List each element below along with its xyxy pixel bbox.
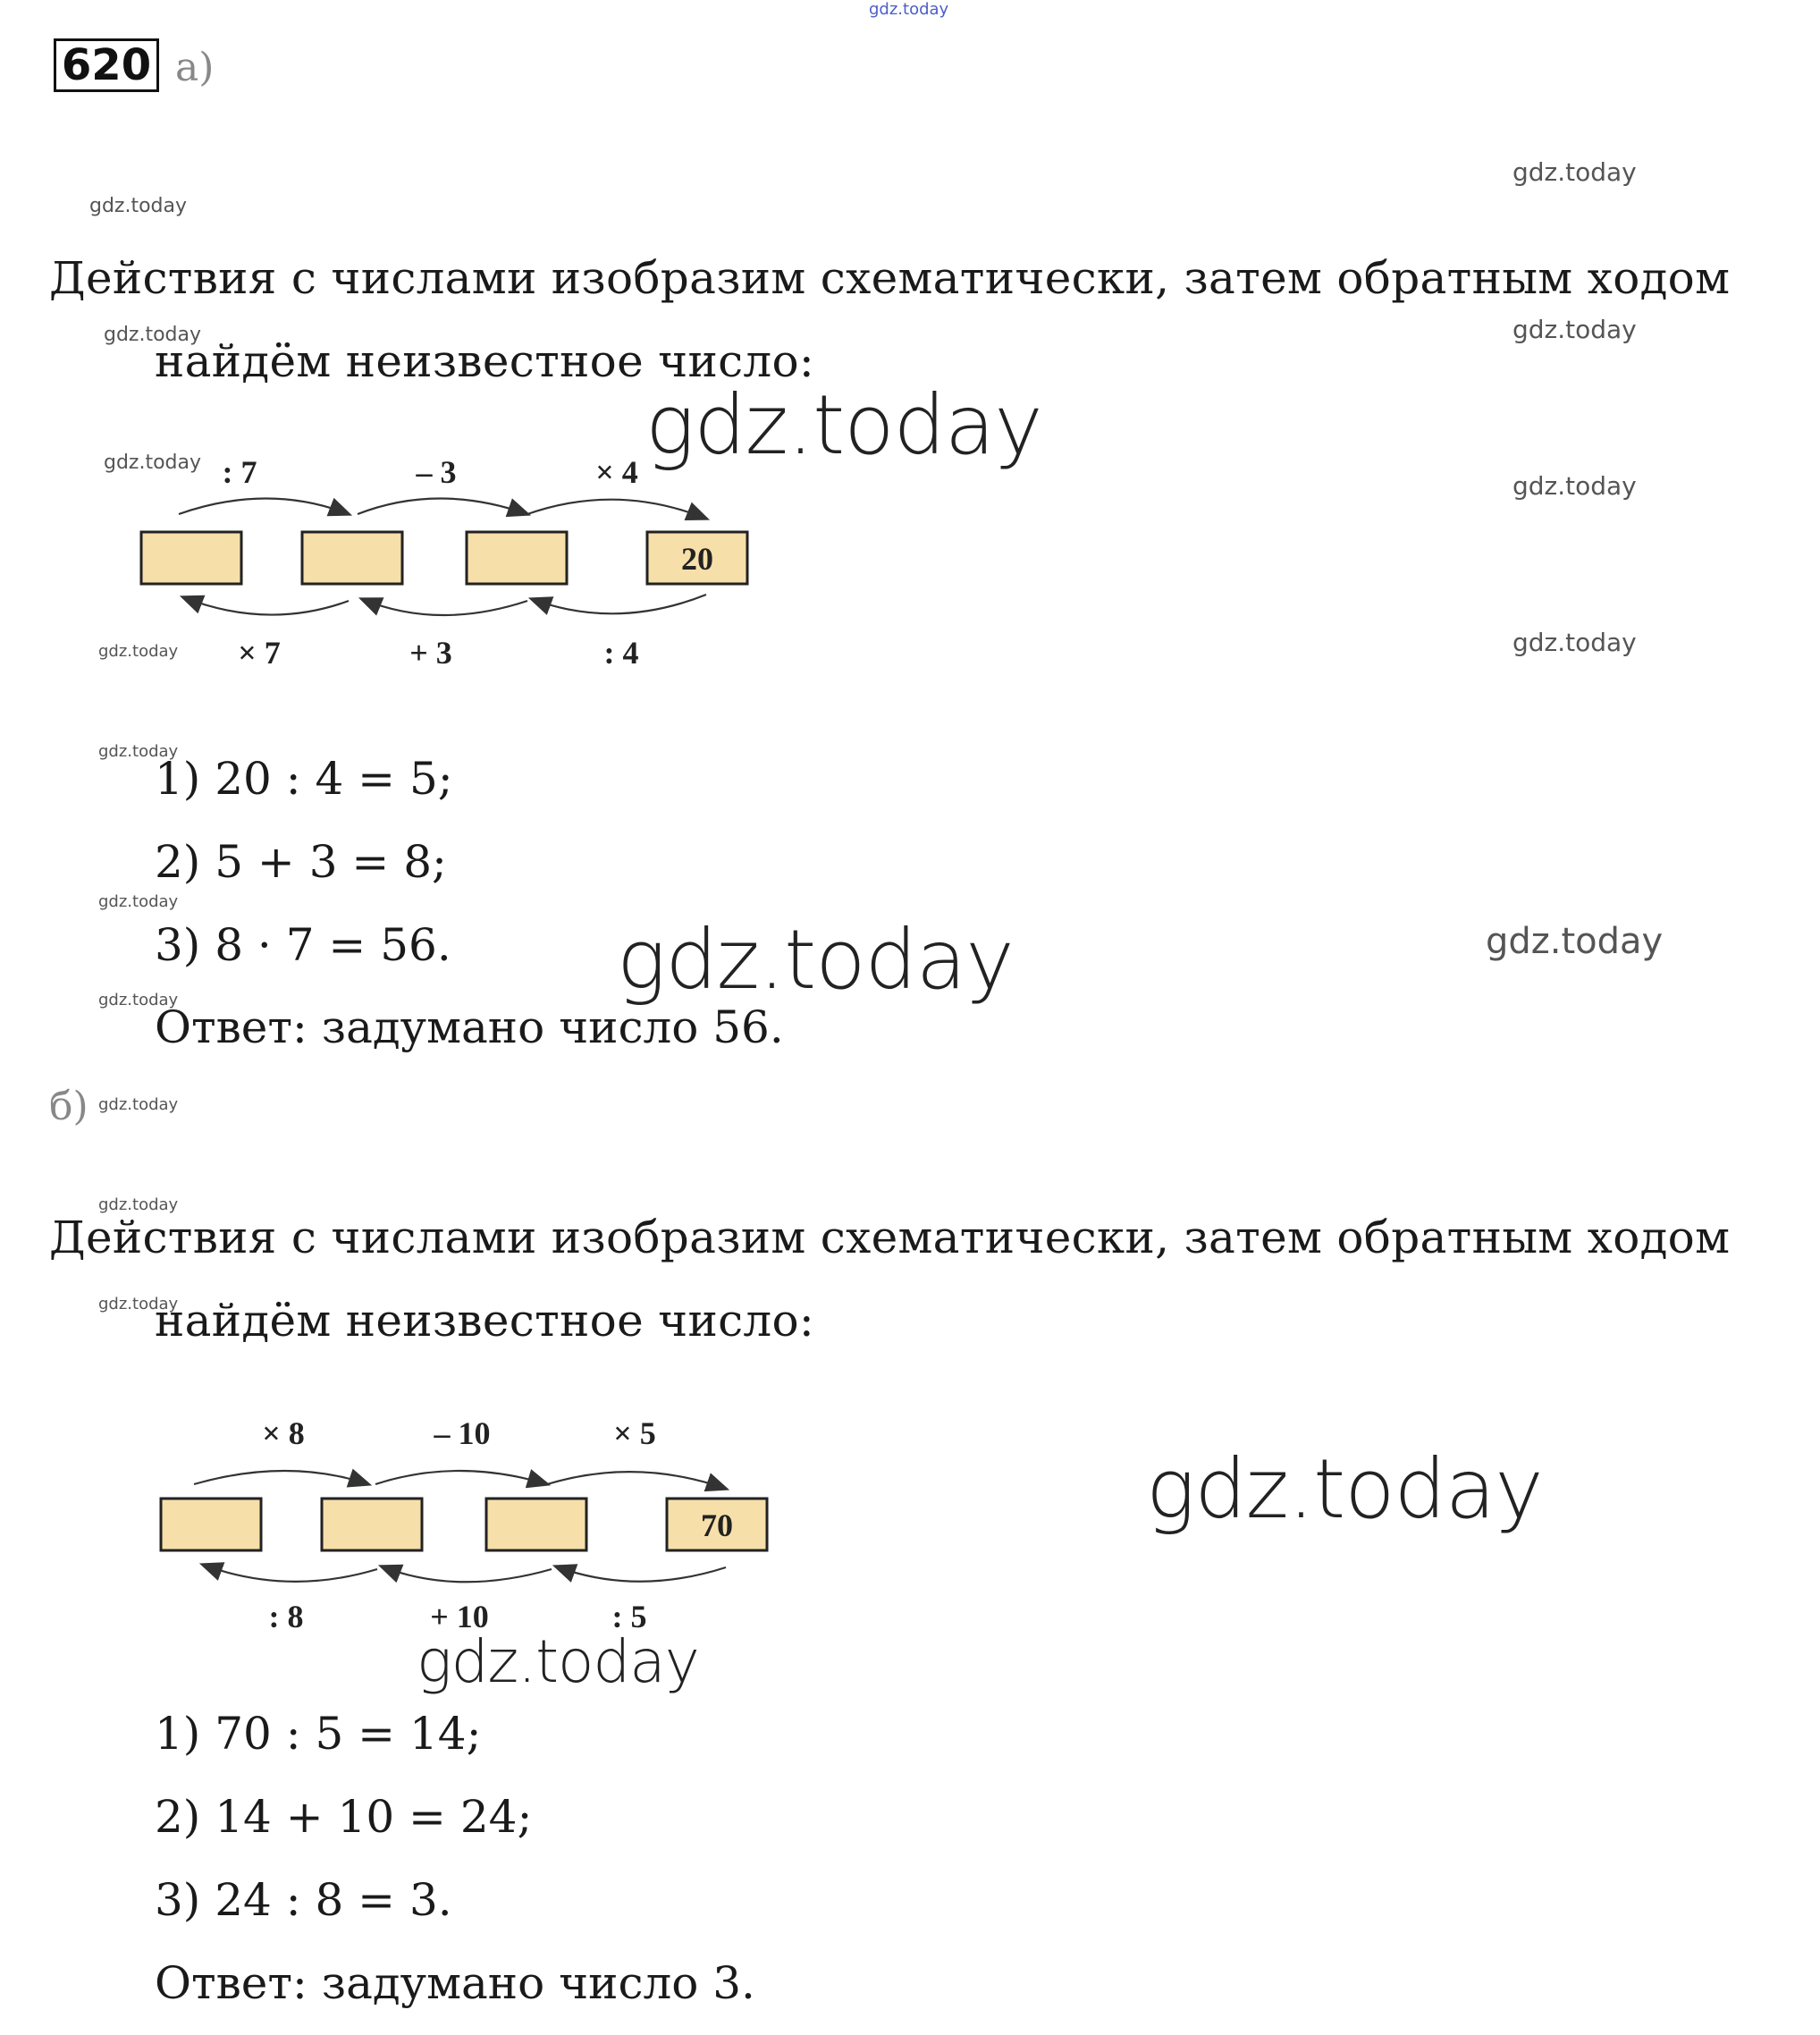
forward-arrow-2 — [358, 499, 527, 515]
part-b-step-2: 2) 14 + 10 = 24; — [155, 1791, 533, 1843]
unknown-box-1 — [141, 532, 241, 584]
watermark: gdz.today — [98, 642, 179, 661]
part-b-step-3: 3) 24 : 8 = 3. — [155, 1874, 452, 1926]
watermark-large: gdz.today — [417, 1627, 699, 1696]
scheme-a — [134, 447, 760, 671]
part-b-intro-line2: найдём неизвестное число: — [155, 1295, 815, 1347]
forward-op-3: × 4 — [595, 454, 638, 490]
watermark: gdz.today — [98, 1095, 179, 1114]
backward-op-1: × 7 — [238, 635, 281, 671]
watermark: gdz.today — [98, 991, 179, 1009]
backward-arrow-3 — [532, 595, 706, 613]
watermark: gdz.today — [98, 742, 179, 761]
backward-op-3: : 5 — [611, 1599, 647, 1634]
part-b-label: б) — [49, 1084, 88, 1129]
forward-op-2: – 10 — [434, 1415, 491, 1451]
part-b-intro-line1: Действия с числами изобразим схематически, затем обратным ходом — [49, 1212, 1731, 1263]
watermark: gdz.today — [98, 1295, 179, 1313]
forward-op-3: × 5 — [613, 1415, 656, 1451]
backward-op-3: : 4 — [603, 635, 639, 671]
part-b-step-1: 1) 70 : 5 = 14; — [155, 1708, 482, 1760]
watermark: gdz.today — [1486, 921, 1664, 962]
watermark: gdz.today — [98, 1195, 179, 1214]
part-a-label: а) — [175, 45, 215, 90]
backward-arrow-1 — [203, 1565, 377, 1582]
scheme-b — [154, 1404, 779, 1645]
forward-op-2: – 3 — [416, 454, 457, 490]
watermark-large: gdz.today — [1146, 1441, 1543, 1537]
backward-arrow-2 — [382, 1566, 552, 1582]
problem-number: 620 — [54, 38, 159, 92]
watermark-top: gdz.today — [869, 0, 949, 19]
watermark-large: gdz.today — [617, 912, 1014, 1008]
forward-op-1: : 7 — [222, 454, 257, 490]
forward-op-1: × 8 — [262, 1415, 305, 1451]
part-a-answer: Ответ: задумано число 56. — [155, 1001, 784, 1053]
unknown-box-2 — [302, 532, 402, 584]
forward-arrow-1 — [194, 1471, 368, 1484]
result-value: 20 — [681, 541, 713, 577]
watermark: gdz.today — [104, 452, 202, 474]
part-a-step-2: 2) 5 + 3 = 8; — [155, 836, 447, 888]
watermark: gdz.today — [1512, 628, 1637, 657]
watermark: gdz.today — [1512, 471, 1637, 501]
part-a-intro-line2: найдём неизвестное число: — [155, 335, 815, 387]
backward-op-2: + 10 — [430, 1599, 489, 1634]
watermark: gdz.today — [1512, 315, 1637, 344]
watermark: gdz.today — [1512, 157, 1637, 187]
watermark: gdz.today — [104, 324, 202, 346]
watermark: gdz.today — [89, 195, 188, 217]
unknown-box-1 — [161, 1499, 261, 1550]
part-a-step-1: 1) 20 : 4 = 5; — [155, 753, 453, 805]
watermark: gdz.today — [98, 892, 179, 911]
forward-arrow-2 — [375, 1471, 547, 1484]
part-b-answer: Ответ: задумано число 3. — [155, 1957, 755, 2009]
backward-op-1: : 8 — [268, 1599, 304, 1634]
forward-arrow-3 — [547, 1472, 726, 1489]
backward-op-2: + 3 — [409, 635, 452, 671]
backward-arrow-2 — [362, 599, 527, 615]
unknown-box-3 — [486, 1499, 586, 1550]
part-a-step-3: 3) 8 · 7 = 56. — [155, 919, 451, 971]
backward-arrow-1 — [183, 597, 349, 615]
result-value: 70 — [701, 1507, 733, 1543]
forward-arrow-1 — [179, 499, 349, 515]
backward-arrow-3 — [556, 1566, 726, 1582]
watermark-large: gdz.today — [645, 377, 1042, 473]
forward-arrow-3 — [527, 500, 706, 519]
part-a-intro-line1: Действия с числами изобразим схематически, затем обратным ходом — [49, 252, 1731, 304]
unknown-box-2 — [322, 1499, 422, 1550]
unknown-box-3 — [467, 532, 567, 584]
